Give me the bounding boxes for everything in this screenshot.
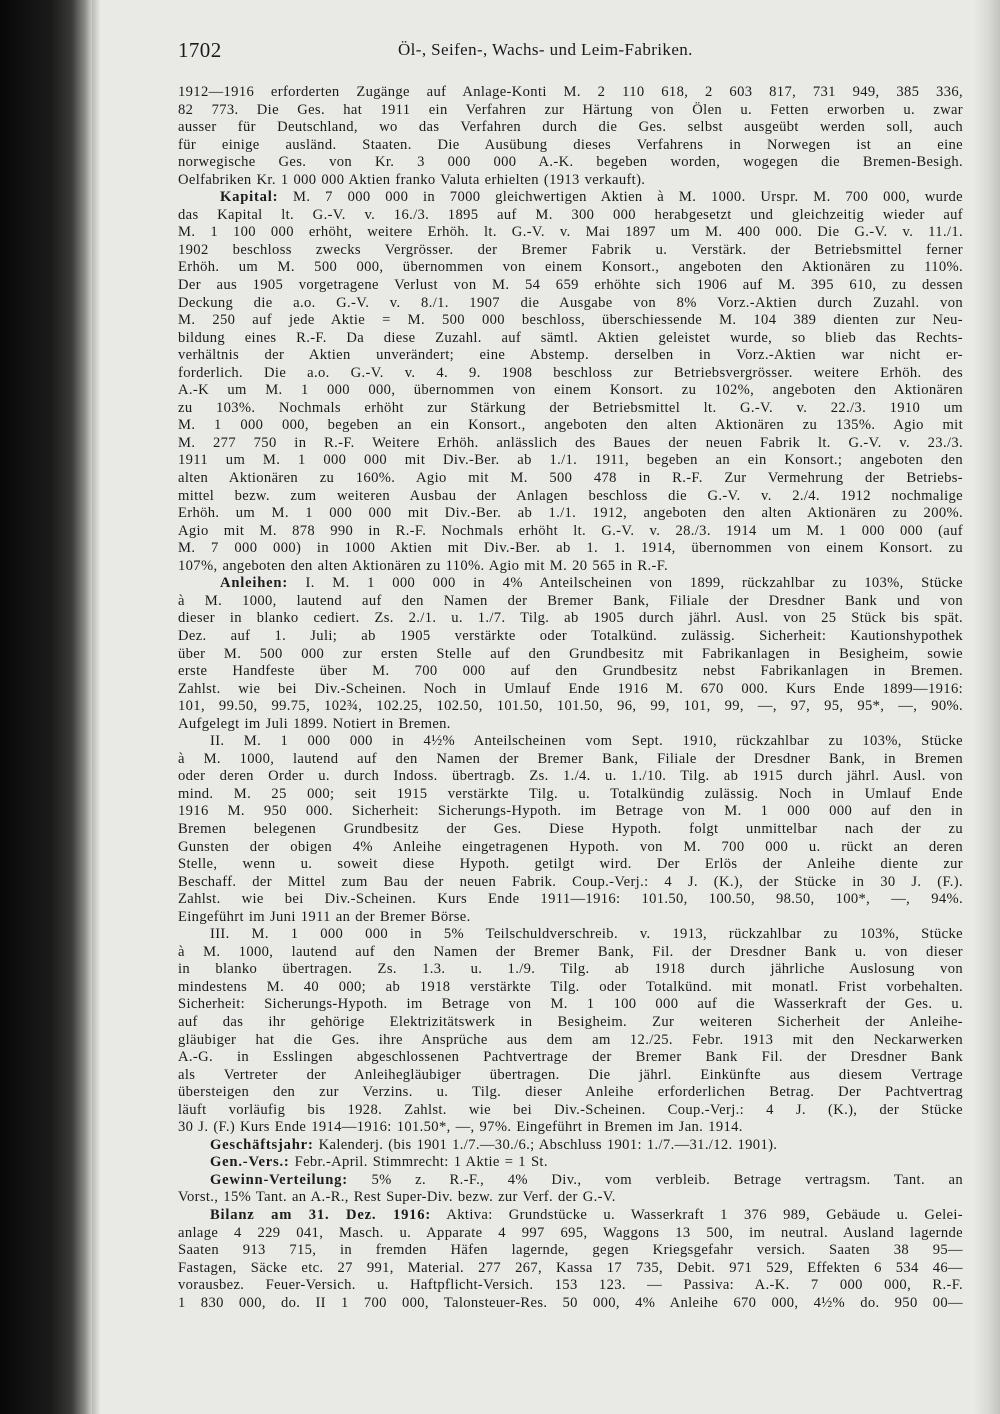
section-heading: Kapital:: [220, 189, 279, 206]
text-line: [178, 505, 963, 523]
line-text: Zahlst. wie bei Div.-Scheinen. Kurs Ende 1911—1916: 101.50, 100.50, 98.50, 100*, —, 94%.: [178, 891, 963, 908]
line-text: 101, 99.50, 99.75, 102¾, 102.25, 102.50, 101.50, 101.50, 96, 99, 101, 99, —, 97, 95, 95*, —, 90%.: [178, 698, 963, 715]
line-text: übersteigen den zur Verzins. u. Tilg. dieser Anleihe erforderlichen Betrag. Der Pachtvertrag: [178, 1084, 963, 1101]
line-text: mittel bezw. zum weiteren Ausbau der Anlagen beschloss die G.-V. v. 2./4. 1912 nochmalige: [178, 487, 963, 504]
line-text: 1912—1916 erforderten Zugänge auf Anlage-Konti M. 2 110 618, 2 603 817, 731 949, 385 336,: [178, 84, 963, 100]
text-line: [178, 312, 963, 330]
text-line: [178, 1225, 963, 1243]
line-text: M. 1 100 000 erhöht, weitere Erhöh. lt. G.-V. v. Mai 1897 um M. 400 000. Die G.-V. v. 11./1.: [178, 224, 963, 241]
text-line: [178, 1049, 963, 1067]
line-text: dieser in blanko cediert. Zs. 2./1. u. 1./7. Tilg. ab 1905 durch jährl. Ausl. von 25 Stück bis spät.: [178, 610, 963, 627]
line-text: Deckung die a.o. G.-V. v. 8./1. 1907 die Ausgabe von 8% Vorz.-Aktien durch Zuzahl. von: [178, 294, 963, 311]
text-line: [178, 575, 963, 593]
text-line: [178, 961, 963, 979]
text-line: [178, 803, 963, 821]
text-line: [178, 172, 963, 190]
text-line: [178, 277, 963, 295]
line-text: Sicherheit: Sicherungs-Hypoth. im Betrage von M. 1 100 000 auf die Wasserkraft der Ges. u.: [178, 996, 963, 1013]
line-text: Bremen belegenen Grundbesitz der Ges. Diese Hypoth. folgt unmittelbar nach der zu: [178, 820, 963, 837]
document-page: [178, 34, 963, 1312]
text-line: [178, 1119, 963, 1137]
text-line: [178, 102, 963, 120]
text-line: [178, 663, 963, 681]
text-line: [178, 84, 963, 102]
line-text: anlage 4 229 041, Masch. u. Apparate 4 997 695, Waggons 13 500, im neutral. Ausland lagernde: [178, 1224, 963, 1241]
text-line: [178, 1260, 963, 1278]
text-line: [178, 874, 963, 892]
line-text: läuft vorläufig bis 1928. Zahlst. wie bei Div.-Scheinen. Coup.-Verj.: 4 J. (K.), der Stücke: [178, 1101, 963, 1118]
text-line: [178, 856, 963, 874]
line-text: Der aus 1905 vorgetragene Verlust von M. 54 659 erhöhte sich 1906 auf M. 395 610, zu dessen: [178, 277, 963, 294]
section-heading: Gewinn-Verteilung:: [210, 1171, 348, 1188]
text-line: [178, 1189, 963, 1207]
text-line: [178, 119, 963, 137]
line-text: Oelfabriken Kr. 1 000 000 Aktien franko Valuta erhielten (1913 verkauft).: [178, 171, 646, 188]
line-text: A.-K um M. 1 000 000, übernommen von einem Konsort. zu 102%, angeboten den Aktionären: [178, 382, 963, 399]
line-text: Fastagen, Säcke etc. 27 991, Material. 277 267, Kassa 17 735, Debit. 971 529, Effekten 6 534 46—: [178, 1259, 963, 1276]
text-line: [178, 435, 963, 453]
text-line: [178, 1154, 963, 1172]
line-text: verhältnis der Aktien unverändert; eine Abstemp. derselben in Vorz.-Aktien war nicht er-: [178, 347, 963, 364]
text-line: [178, 207, 963, 225]
line-text: mind. M. 25 000; seit 1915 verstärkte Tilg. u. Totalkündig zulässig. Noch in Umlauf Ende: [178, 785, 963, 802]
line-text: Stelle, wenn u. soweit diese Hypoth. getilgt wird. Der Erlös der Anleihe diente zur: [178, 856, 963, 873]
line-text: à M. 1000, lautend auf den Namen der Bremer Bank, Filiale der Dresdner Bank, in Bremen: [178, 750, 963, 767]
text-line: [178, 189, 963, 207]
line-text: Aufgelegt im Juli 1899. Notiert in Bremen.: [178, 715, 451, 732]
text-line: [178, 996, 963, 1014]
line-text: in blanko übertragen. Zs. 1.3. u. 1./9. Tilg. ab 1918 durch jährliche Auslosung von: [178, 961, 963, 978]
text-line: [178, 839, 963, 857]
text-line: [178, 1295, 963, 1313]
text-line: [178, 1014, 963, 1032]
line-text: Saaten 913 715, in fremden Häfen lagernde, gegen Kriegsgefahr versich. Saaten 38 95—: [178, 1242, 963, 1259]
text-line: [178, 417, 963, 435]
line-text: 30 J. (F.) Kurs Ende 1914—1916: 101.50*, —, 97%. Eingeführt in Bremen im Jan. 1914.: [178, 1119, 743, 1136]
section-heading: Anleihen:: [220, 575, 289, 592]
line-text: Febr.-April. Stimmrecht: 1 Aktie = 1 St.: [289, 1154, 548, 1171]
line-text: auf das ihr gehörige Elektrizitätswerk in Besigheim. Zur weiteren Sicherheit der Anleihe-: [178, 1013, 963, 1030]
line-text: Erhöh. um M. 1 000 000 mit Div.-Ber. ab 1./1. 1912, angeboten den alten Aktionären zu 200%.: [178, 505, 963, 522]
line-text: M. 277 750 in R.-F. Weitere Erhöh. anlässlich des Baues der neuen Fabrik lt. G.-V. v. 23./3.: [178, 434, 963, 451]
text-line: [178, 400, 963, 418]
text-line: [178, 646, 963, 664]
line-text: ausser für Deutschland, wo das Verfahren durch die Ges. selbst ausgeübt werden soll, auch: [178, 119, 963, 136]
text-line: [178, 751, 963, 769]
text-line: [178, 979, 963, 997]
text-line: [178, 891, 963, 909]
line-text: über M. 500 000 zur ersten Stelle auf den Grundbesitz mit Fabrikanlagen in Besigheim, sowie: [178, 645, 963, 662]
line-text: 5% z. R.-F., 4% Div., vom verbleib. Betrage vertragsm. Tant. an: [347, 1171, 963, 1188]
text-line: [178, 470, 963, 488]
text-line: [178, 610, 963, 628]
section-heading: Geschäftsjahr:: [210, 1136, 314, 1153]
line-text: oder deren Order u. durch Indoss. übertragb. Zs. 1./4. u. 1./10. Tilg. ab 1915 durch jährl. Ausl. von: [178, 768, 963, 785]
text-line: [178, 1084, 963, 1102]
line-text: M. 7 000 000 in 7000 gleichwertigen Aktien à M. 1000. Urspr. M. 700 000, wurde: [278, 189, 963, 206]
line-text: A.-G. in Esslingen abgeschlossenen Pachtvertrage der Bremer Bank Fil. der Dresdner Bank: [178, 1049, 963, 1066]
text-line: [178, 259, 963, 277]
line-text: M. 250 auf jede Aktie = M. 500 000 beschloss, überschiessende M. 104 389 dienten zur Neu-: [178, 312, 963, 329]
text-line: [178, 733, 963, 751]
text-line: [178, 1172, 963, 1190]
text-line: [178, 452, 963, 470]
section-heading: Gen.-Vers.:: [210, 1154, 290, 1171]
line-text: alten Aktionären zu 160%. Agio mit M. 500 478 in R.-F. Zur Vermehrung der Betriebs-: [178, 470, 963, 487]
text-line: [178, 1032, 963, 1050]
line-text: M. 1 000 000, begeben an ein Konsort., angeboten den alten Aktionären zu 135%. Agio mit: [178, 417, 963, 434]
text-line: [178, 768, 963, 786]
page-gutter: [92, 0, 100, 1414]
line-text: à M. 1000, lautend auf den Namen der Bremer Bank, Fil. der Dresdner Bank u. von dieser: [178, 943, 963, 960]
text-line: [178, 347, 963, 365]
text-line: [178, 1102, 963, 1120]
line-text: Beschaff. der Mittel zum Bau der neuen Fabrik. Coup.-Verj.: 4 J. (K.), der Stücke in 30 J. (F.).: [178, 873, 963, 890]
text-line: [178, 382, 963, 400]
line-text: als Vertreter der Anleihegläubiger übertragen. Die jährl. Einkünfte aus diesem Vertrage: [178, 1066, 963, 1083]
body-text: [178, 84, 963, 1312]
text-line: [178, 681, 963, 699]
line-text: III. M. 1 000 000 in 5% Teilschuldverschreib. v. 1913, rückzahlbar zu 103%, Stücke: [210, 926, 963, 943]
line-text: Agio mit M. 878 990 in R.-F. Nochmals erhöht lt. G.-V. v. 28./3. 1914 um M. 1 000 000 (auf: [178, 522, 963, 539]
text-line: [178, 1277, 963, 1295]
line-text: 107%, angeboten den alten Aktionären zu 110%. Agio mit M. 20 565 in R.-F.: [178, 557, 668, 574]
text-line: [178, 330, 963, 348]
line-text: zu 103%. Nochmals erhöht zur Stärkung der Betriebsmittel lt. G.-V. v. 22./3. 1910 um: [178, 399, 963, 416]
running-title: Öl-, Seifen-, Wachs- und Leim-Fabriken.: [398, 40, 693, 59]
line-text: Aktiva: Grundstücke u. Wasserkraft 1 376 989, Gebäude u. Gelei-: [431, 1207, 963, 1223]
text-line: [178, 295, 963, 313]
line-text: Vorst., 15% Tant. an A.-R., Rest Super-Div. bezw. zur Verf. der G.-V.: [178, 1189, 616, 1206]
line-text: 1911 um M. 1 000 000 mit Div.-Ber. ab 1./1. 1911, begeben an ein Konsort.; angeboten den: [178, 452, 963, 469]
text-line: [178, 154, 963, 172]
line-text: Dez. auf 1. Juli; ab 1905 verstärkte oder Totalkünd. zulässig. Sicherheit: Kautionshypothek: [178, 627, 963, 644]
text-line: [178, 540, 963, 558]
line-text: Kalenderj. (bis 1901 1./7.—30./6.; Abschluss 1901: 1./7.—31./12. 1901).: [313, 1136, 778, 1153]
line-text: für einige ausländ. Staaten. Die Ausübung dieses Verfahrens in Norwegen ist an eine: [178, 136, 963, 153]
text-line: [178, 716, 963, 734]
line-text: 1902 beschloss zwecks Vergrösser. der Bremer Fabrik u. Verstärk. der Betriebsmittel ferner: [178, 241, 963, 258]
line-text: norwegische Ges. von Kr. 3 000 000 A.-K. begeben worden, wogegen die Bremen-Besigh.: [178, 154, 963, 171]
text-line: [178, 1067, 963, 1085]
text-line: [178, 224, 963, 242]
line-text: 1 830 000, do. II 1 700 000, Talonsteuer-Res. 50 000, 4% Anleihe 670 000, 4½% do. 950 00—: [178, 1294, 963, 1311]
line-text: Zahlst. wie bei Div.-Scheinen. Noch in Umlauf Ende 1916 M. 670 000. Kurs Ende 1899—1916:: [178, 680, 963, 697]
line-text: mindestens M. 40 000; ab 1918 verstärkte Tilg. oder Totalkünd. mit monatl. Frist vorbehalten.: [178, 978, 963, 995]
text-line: [178, 365, 963, 383]
line-text: I. M. 1 000 000 in 4% Anteilscheinen von 1899, rückzahlbar zu 103%, Stücke: [288, 575, 963, 592]
line-text: bildung eines R.-F. Da diese Zuzahl. auf sämtl. Aktien geleistet wurde, so blieb das Rechts-: [178, 329, 963, 346]
line-text: à M. 1000, lautend auf den Namen der Bremer Bank, Filiale der Dresdner Bank und von: [178, 592, 963, 609]
text-line: [178, 909, 963, 927]
section-heading: Bilanz am 31. Dez. 1916:: [210, 1207, 432, 1223]
line-text: Gunsten der obigen 4% Anleihe eingetragenen Hypoth. von M. 700 000 u. rückt an deren: [178, 838, 963, 855]
book-binding: [0, 0, 92, 1414]
text-line: [178, 137, 963, 155]
text-line: [178, 821, 963, 839]
text-line: [178, 1137, 963, 1155]
page-number: 1702: [178, 38, 222, 62]
text-line: [178, 944, 963, 962]
line-text: Eingeführt im Juni 1911 an der Bremer Börse.: [178, 908, 471, 925]
text-line: [178, 523, 963, 541]
page-edge: [974, 0, 1000, 1414]
text-line: [178, 786, 963, 804]
line-text: 1916 M. 950 000. Sicherheit: Sicherungs-Hypoth. im Betrage von M. 1 000 000 auf den in: [178, 803, 963, 820]
line-text: vorausbez. Feuer-Versich. u. Haftpflicht-Versich. 153 123. — Passiva: A.-K. 7 000 000, R.-F.: [178, 1277, 963, 1294]
line-text: 82 773. Die Ges. hat 1911 ein Verfahren zur Härtung von Ölen u. Fetten erworben u. zwar: [178, 101, 963, 118]
line-text: Erhöh. um M. 500 000, übernommen von einem Konsort., angeboten den Aktionären zu 110%.: [178, 259, 963, 276]
text-line: [178, 488, 963, 506]
page-header: [178, 34, 963, 70]
text-line: [178, 698, 963, 716]
text-line: [178, 628, 963, 646]
line-text: erste Handfeste über M. 700 000 auf den Grundbesitz nebst Fabrikanlagen in Bremen.: [178, 663, 963, 680]
text-line: [178, 242, 963, 260]
text-line: [178, 593, 963, 611]
text-line: [178, 1207, 963, 1225]
line-text: das Kapital lt. G.-V. v. 16./3. 1895 auf M. 300 000 herabgesetzt und gleichzeitig wieder auf: [178, 206, 963, 223]
line-text: M. 7 000 000) in 1000 Aktien mit Div.-Ber. ab 1. 1. 1914, übernommen von einem Konsort. zu: [178, 540, 963, 557]
line-text: forderlich. Die a.o. G.-V. v. 4. 9. 1908 beschloss zur Betriebsvergrösser. weitere Erhöh. des: [178, 364, 963, 381]
text-line: [178, 926, 963, 944]
line-text: II. M. 1 000 000 in 4½% Anteilscheinen vom Sept. 1910, rückzahlbar zu 103%, Stücke: [210, 733, 963, 750]
line-text: gläubiger hat die Ges. ihre Ansprüche aus dem am 12./25. Febr. 1913 mit den Neckarwerken: [178, 1031, 963, 1048]
text-line: [178, 558, 963, 576]
text-line: [178, 1242, 963, 1260]
